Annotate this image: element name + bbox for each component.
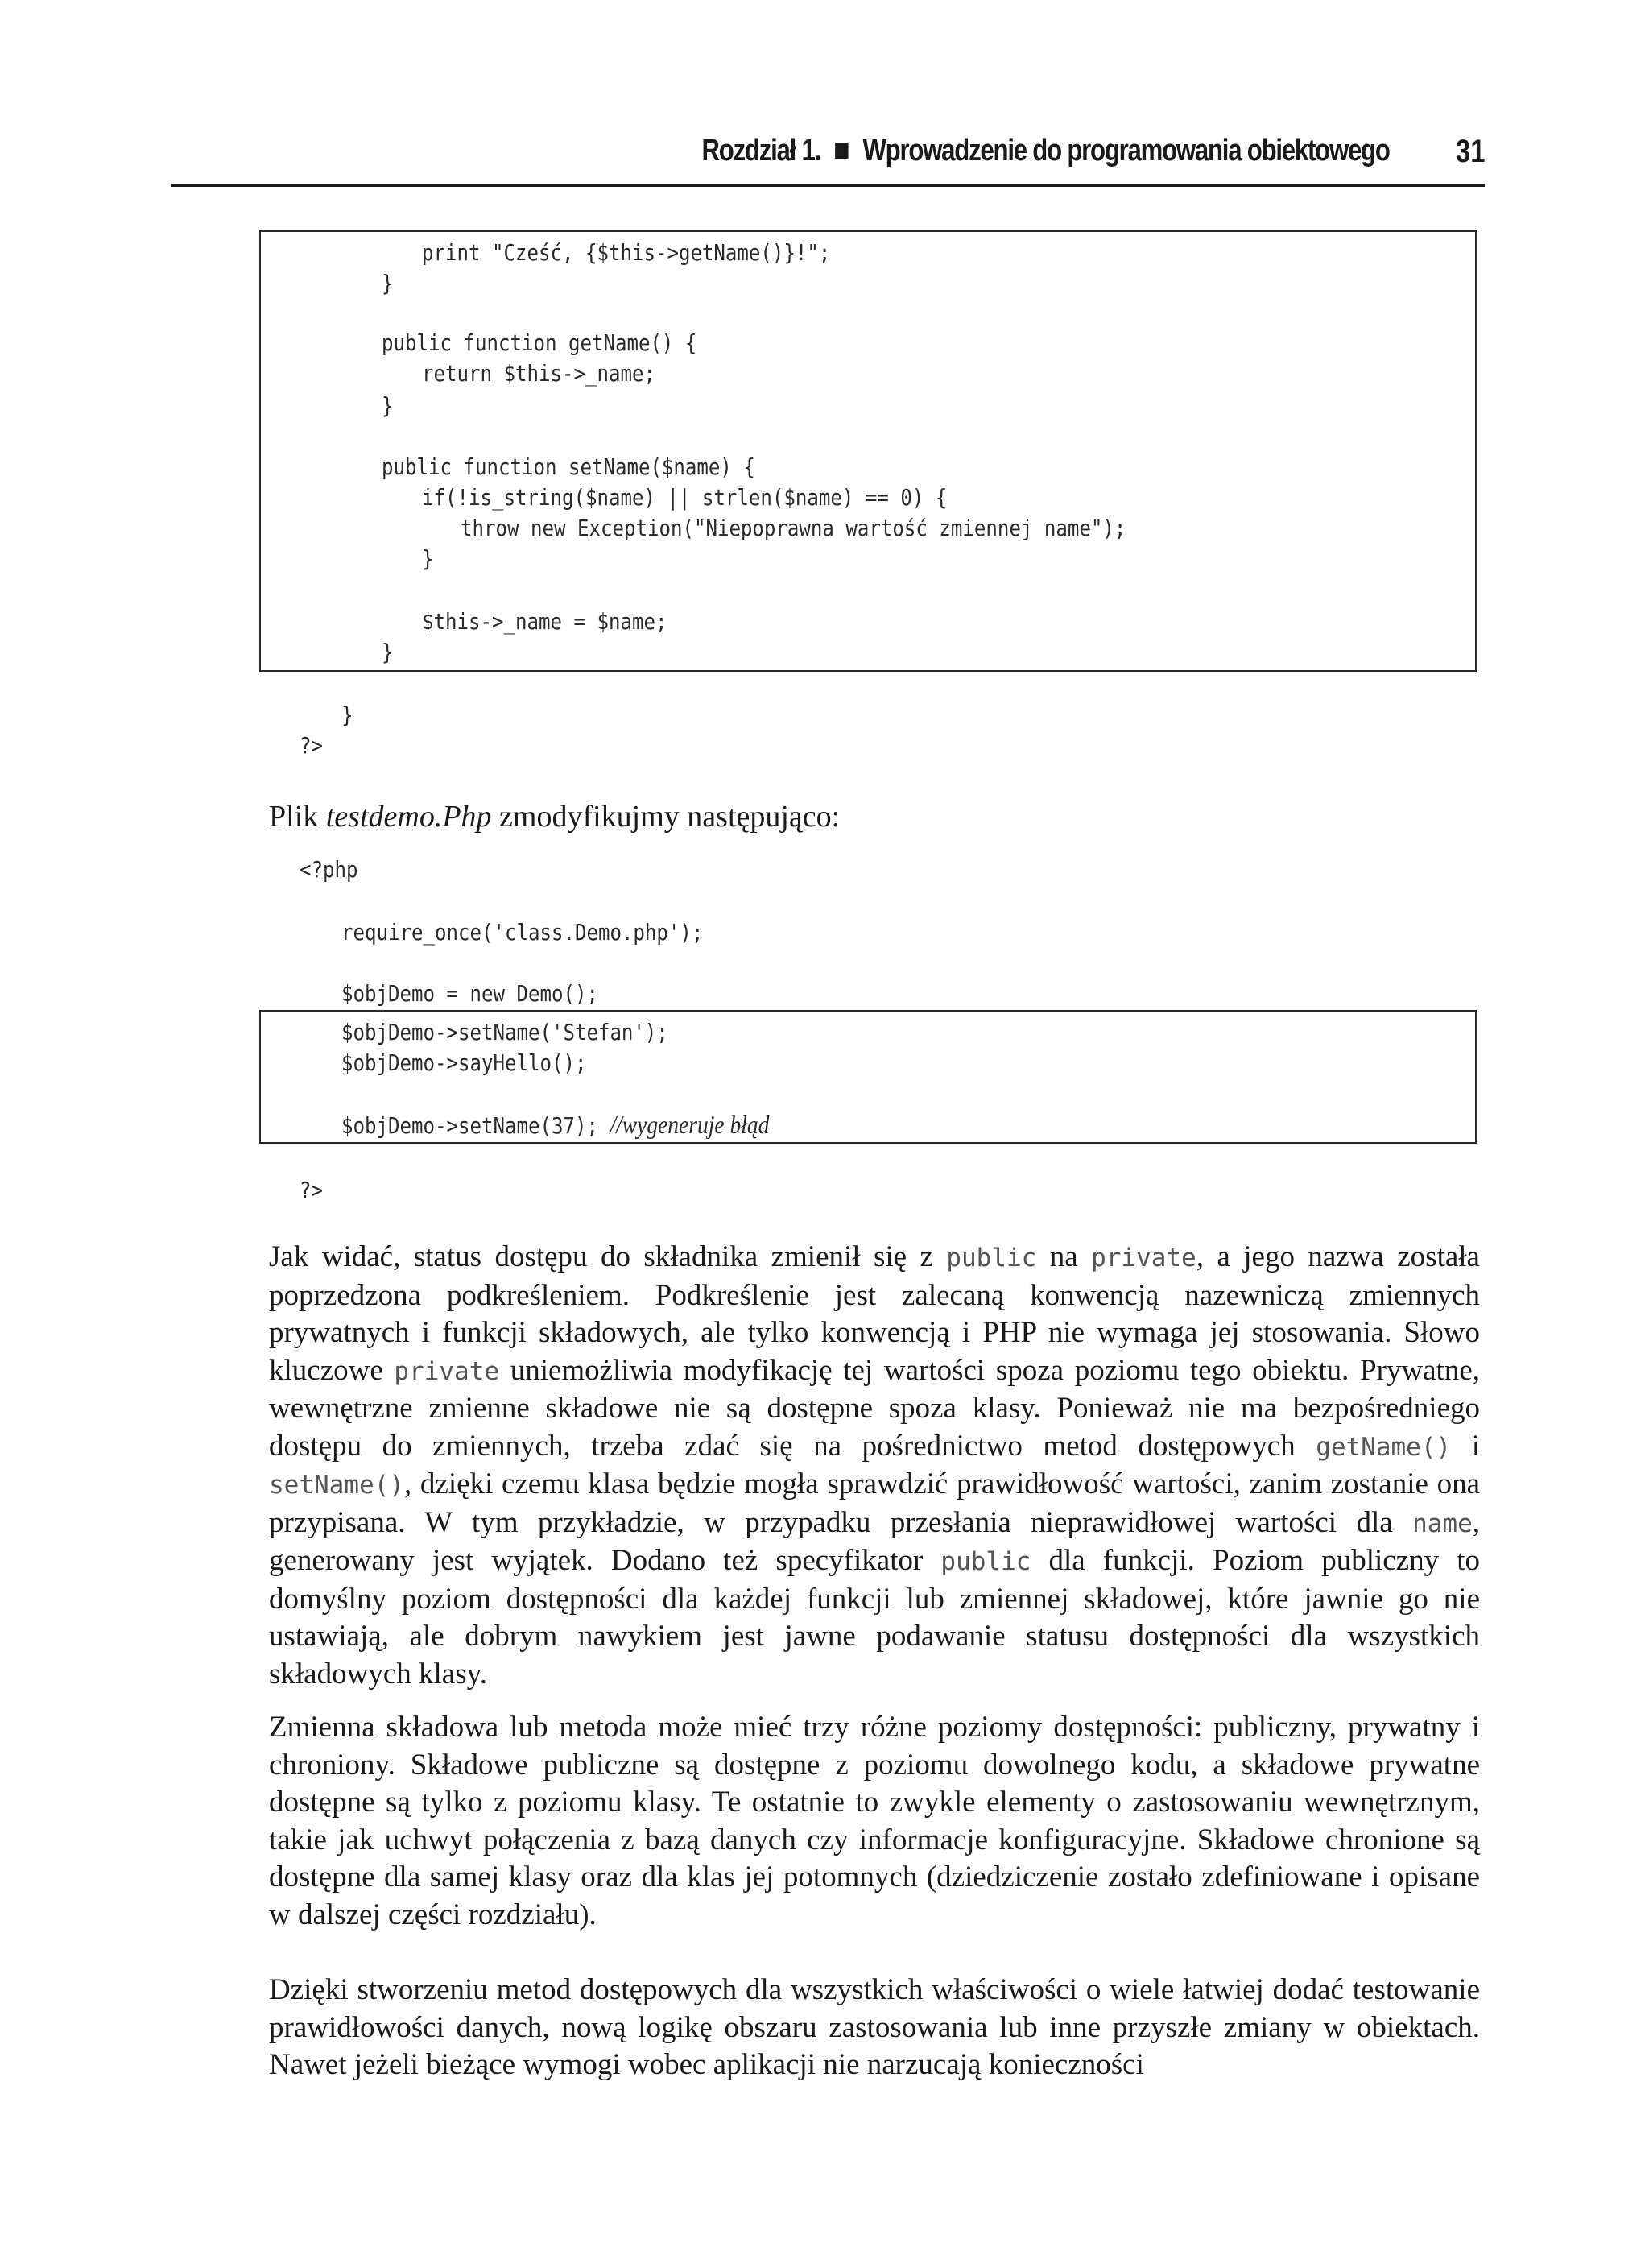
code-line: if(!is_string($name) || strlen($name) == 0) { <box>422 484 948 511</box>
code-line: public function setName($name) { <box>382 453 755 480</box>
code-highlight-box-1 <box>259 230 1477 672</box>
code-line: throw new Exception("Niepoprawna wartość zmiennej name"); <box>461 515 1126 541</box>
text-run: , dzięki czemu klasa będzie mogła sprawdzić prawidłowość wartości, zanim zostanie ona przypisana. W tym przykładzie, w przypadku przesłania nieprawidłowej wartości dla <box>269 1467 1480 1539</box>
code-line: } <box>382 392 394 419</box>
paragraph-2: Zmienna składowa lub metoda może mieć trzy różne poziomy dostępności: publiczny, prywatny i chroniony. Składowe publiczne są dostępne z poziomu dowolnego kodu, a składowe prywatne dostępne są tylko z poziomu klasy. Te ostatnie to zwykle elementy o zastosowaniu wewnętrznym, takie jak uchwyt połączenia z bazą danych czy informacje konfiguracyjne. Składowe chronione są dostępne dla samej klasy oraz dla klas jej potomnych (dziedziczenie zostało zdefiniowane i opisane w dalszej części rozdziału). <box>269 1711 1480 1931</box>
code-line: } <box>382 639 394 665</box>
inline-code: public <box>946 1244 1037 1273</box>
code-line: $objDemo = new Demo(); <box>341 980 598 1007</box>
paragraph-3: Dzięki stworzeniu metod dostępowych dla wszystkich właściwości o wiele łatwiej dodać testowanie prawidłowości danych, nową logikę obszaru zastosowania lub inne przyszłe zmiany w obiektach. Nawet jeżeli bieżące wymogi wobec aplikacji nie narzucają konieczności <box>269 1973 1480 2081</box>
inline-code: getName() <box>1316 1432 1452 1462</box>
code-line: <?php <box>300 856 358 883</box>
text-run: i <box>1451 1429 1480 1463</box>
code-line: public function getName() { <box>382 329 697 356</box>
lead-sentence <box>269 799 840 834</box>
inline-code: name <box>1412 1509 1473 1538</box>
code-line: } <box>422 545 434 572</box>
code-line: $this->_name = $name; <box>422 608 667 635</box>
code-statement: $objDemo->setName(37); <box>341 1112 598 1139</box>
inline-code: private <box>394 1356 500 1386</box>
text-run: , a jego nazwa została poprzedzona podkreśleniem. Podkreślenie jest zalecaną konwencją nazewniczą zmiennych prywatnych i funkcji składowych, ale tylko konwencją i PHP nie wymaga jej stosowania. Słowo kluczowe <box>269 1240 1480 1387</box>
code-line: require_once('class.Demo.php'); <box>341 919 704 946</box>
lead-pre: Plik <box>269 800 326 834</box>
text-run: na <box>1036 1240 1092 1273</box>
running-header <box>171 127 1485 187</box>
text-run: Jak widać, status dostępu do składnika zmienił się z <box>269 1240 947 1273</box>
running-header-title <box>702 134 1390 168</box>
code-line: } <box>382 270 394 296</box>
code-line: } <box>341 702 353 728</box>
inline-code: private <box>1091 1244 1196 1273</box>
code-line: $objDemo->setName('Stefan'); <box>341 1019 668 1045</box>
square-bullet-icon <box>835 143 848 159</box>
code-comment: //wygeneruje błąd <box>610 1110 770 1139</box>
paragraph-1 <box>269 1239 1480 1693</box>
code-line: $objDemo->sayHello(); <box>341 1049 587 1076</box>
lead-post: zmodyfikujmy następująco: <box>491 800 841 834</box>
code-line: print "Cześć, {$this->getName()}!"; <box>422 239 831 266</box>
chapter-title: Wprowadzenie do programowania obiektowego <box>862 134 1390 168</box>
text-run: dla funkcji. Poziom publiczny to domyślny poziom dostępności dla każdej funkcji lub zmiennej składowej, które jawnie go nie ustawiają, ale dobrym nawykiem jest jawne podawanie statusu dostępności dla wszystkich składowych klasy. <box>269 1544 1481 1691</box>
code-line: ?> <box>300 732 323 759</box>
text-run: , generowany jest wyjątek. Dodano też specyfikator <box>269 1505 1480 1577</box>
lead-filename: testdemo.Php <box>325 800 492 834</box>
inline-code: setName() <box>269 1471 404 1500</box>
page-number: 31 <box>1455 134 1485 169</box>
chapter-label: Rozdział 1. <box>701 134 821 168</box>
text-run: uniemożliwia modyfikację tej wartości spoza poziomu tego obiektu. Prywatne, wewnętrzne zmienne składowe nie są dostępne spoza klasy. Ponieważ nie ma bezpośredniego dostępu do zmiennych, trzeba zdać się na pośrednictwo metod dostępowych <box>269 1353 1480 1463</box>
inline-code: public <box>940 1547 1031 1576</box>
code-line <box>341 1111 769 1137</box>
code-line: ?> <box>300 1177 323 1203</box>
code-line: return $this->_name; <box>422 360 655 387</box>
